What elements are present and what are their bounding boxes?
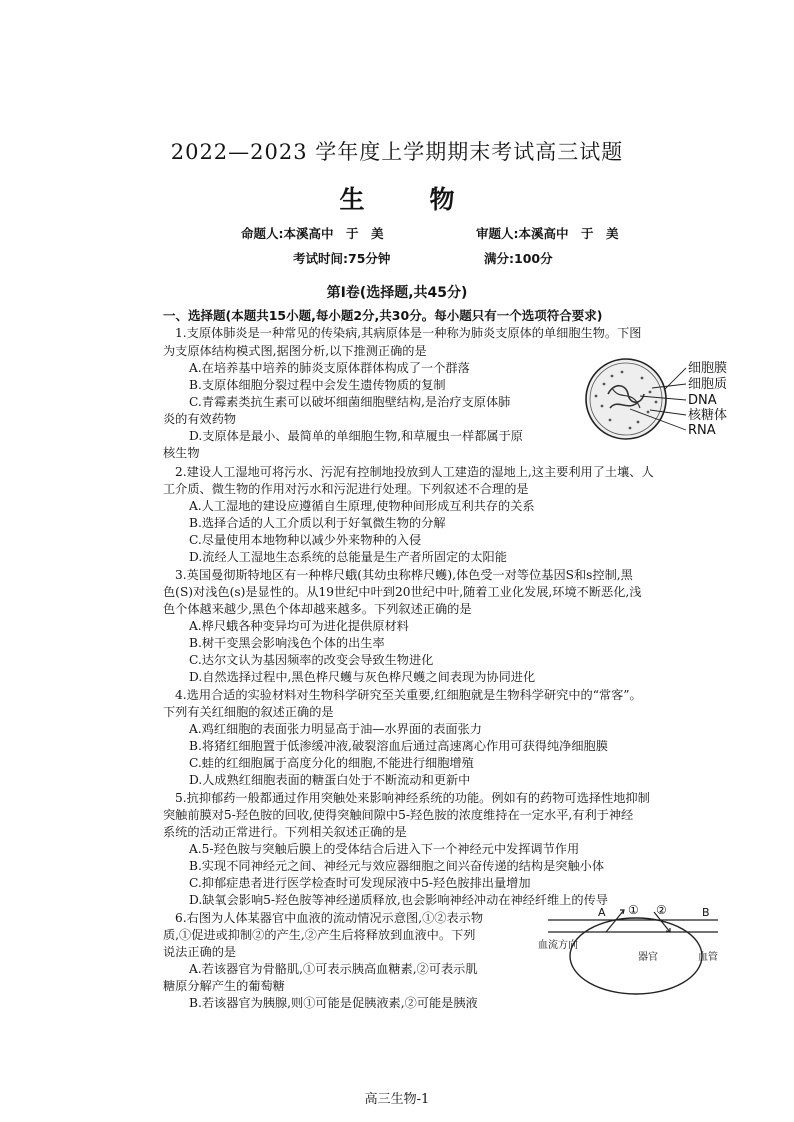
author-line: 命题人:本溪高中 于 美 [241, 226, 384, 241]
label-1: ① [628, 903, 639, 917]
reviewer-line: 审题人:本溪高中 于 美 [476, 226, 619, 241]
label-b: B [702, 906, 710, 919]
q5-stem-line3: 系统的活动正常进行。下列相关叙述正确的是 [163, 825, 407, 839]
q6-stem-line3: 说法正确的是 [163, 945, 237, 959]
q4-option-c: C.蛙的红细胞属于高度分化的细胞,不能进行细胞增殖 [189, 756, 474, 770]
subject-title [0, 180, 794, 216]
label-flow-direction: 血流方向 [538, 940, 578, 951]
q3-option-c: C.达尔文认为基因频率的改变会导致生物进化 [189, 653, 434, 667]
part-one-title: 第Ⅰ卷(选择题,共45分) [326, 285, 468, 301]
q5-option-a: A.5-羟色胺与突触后膜上的受体结合后进入下一个神经元中发挥调节作用 [189, 842, 580, 856]
q6-option-b: B.若该器官为胰腺,则①可能是促胰液素,②可能是胰液 [189, 996, 478, 1010]
q6-stem-line2: 质,①促进或抑制②的产生,②产生后将释放到血液中。下列 [163, 928, 476, 942]
q3-option-a: A.桦尺蛾各种变异均可为进化提供原材料 [189, 619, 409, 633]
exam-title: 2022—2023 学年度上学期期末考试高三试题 [170, 140, 624, 164]
exam-time: 考试时间:75分钟 [293, 251, 391, 266]
q2-option-d: D.流经人工湿地生态系统的总能量是生产者所固定的太阳能 [189, 550, 507, 564]
q3-option-d: D.自然选择过程中,黑色桦尺蠖与灰色桦尺蠖之间表现为协同进化 [189, 670, 536, 684]
q6-stem-line1: 6.右图为人体某器官中血液的流动情况示意图,①②表示物 [175, 911, 484, 925]
q4-option-b: B.将猪红细胞置于低渗缓冲液,破裂溶血后通过高速离心作用可获得纯净细胞膜 [189, 739, 608, 753]
q1-stem-line1: 1.支原体肺炎是一种常见的传染病,其病原体是一种称为肺炎支原体的单细胞生物。下图 [175, 326, 642, 340]
q1-option-b: B.支原体细胞分裂过程中会发生遗传物质的复制 [189, 378, 446, 392]
organ-bloodflow-diagram [536, 898, 726, 996]
q4-stem-line1: 4.选用合适的实验材料对生物科学研究至关重要,红细胞就是生物科学研究中的“常客”。 [175, 688, 642, 702]
q5-option-c: C.抑郁症患者进行医学检查时可发现尿液中5-羟色胺排出量增加 [189, 876, 531, 890]
label-2: ② [656, 903, 667, 917]
q4-option-d: D.人成熟红细胞表面的糖蛋白处于不断流动和更新中 [189, 773, 471, 787]
label-a: A [598, 906, 606, 919]
q5-stem-line2: 突触前膜对5-羟色胺的回收,使得突触间隙中5-羟色胺的浓度维持在一定水平,有利于神经 [163, 808, 634, 822]
q4-option-a: A.鸡红细胞的表面张力明显高于油—水界面的表面张力 [189, 722, 482, 736]
label-dna: DNA [688, 393, 717, 408]
section-heading: 一、选择题(本题共15小题,每小题2分,共30分。每小题只有一个选项符合要求) [163, 308, 603, 323]
label-cell-membrane: 细胞膜 [688, 361, 728, 376]
q5-option-b: B.实现不同神经元之间、神经元与效应器细胞之间兴奋传递的结构是突触小体 [189, 859, 605, 873]
q1-option-a: A.在培养基中培养的肺炎支原体群体构成了一个群落 [189, 361, 470, 375]
subject-char-1: 生 [339, 185, 365, 214]
q2-option-b: B.选择合适的人工介质以利于好氧微生物的分解 [189, 516, 446, 530]
page-footer: 高三生物-1 [364, 1092, 430, 1107]
label-organ: 器官 [638, 952, 658, 963]
q1-stem-line2: 为支原体结构模式图,据图分析,以下推测正确的是 [163, 344, 427, 358]
q2-stem-line1: 2.建设人工湿地可将污水、污泥有控制地投放到人工建造的湿地上,这主要利用了土壤、人 [175, 465, 654, 479]
q3-option-b: B.树干变黑会影响浅色个体的出生率 [189, 636, 385, 650]
q3-stem-line1: 3.英国曼彻斯特地区有一种桦尺蛾(其幼虫称桦尺蠖),体色受一对等位基因S和s控制,黑 [175, 568, 633, 582]
q5-stem-line1: 5.抗抑郁药一般都通过作用突触处来影响神经系统的功能。例如有的药物可选择性地抑制 [175, 791, 650, 805]
q1-option-d: D.支原体是最小、最简单的单细胞生物,和草履虫一样都属于原 [189, 429, 523, 443]
q4-stem-line2: 下列有关红细胞的叙述正确的是 [163, 705, 334, 719]
label-ribosome: 核糖体 [688, 408, 728, 423]
mycoplasma-diagram [582, 354, 762, 449]
label-cytoplasm: 细胞质 [688, 377, 728, 392]
label-rna: RNA [688, 423, 716, 438]
q2-option-a: A.人工湿地的建设应遵循自生原理,使物种间形成互利共存的关系 [189, 499, 535, 513]
q3-stem-line3: 色个体越来越少,黑色个体却越来越多。下列叙述正确的是 [163, 602, 472, 616]
label-vessel: 血管 [698, 952, 718, 963]
q6-option-a-cont: 糖原分解产生的葡萄糖 [163, 979, 285, 993]
q2-option-c: C.尽量使用本地物种以减少外来物种的入侵 [189, 533, 422, 547]
q2-stem-line2: 工介质、微生物的作用对污水和污泥进行处理。下列叙述不合理的是 [163, 482, 529, 496]
q1-option-c: C.青霉素类抗生素可以破坏细菌细胞壁结构,是治疗支原体肺 [189, 395, 511, 409]
q6-option-a: A.若该器官为骨骼肌,①可表示胰高血糖素,②可表示肌 [189, 962, 478, 976]
subject-char-2: 物 [429, 185, 455, 214]
q3-stem-line2: 色(S)对浅色(s)是显性的。从19世纪中叶到20世纪中叶,随着工业化发展,环境不断恶化,浅 [163, 585, 642, 599]
q5-option-d: D.缺氧会影响5-羟色胺等神经递质释放,也会影响神经冲动在神经纤维上的传导 [189, 893, 608, 907]
q1-option-d-cont: 核生物 [163, 446, 200, 460]
q1-option-c-cont: 炎的有效药物 [163, 412, 237, 426]
full-score: 满分:100分 [484, 251, 553, 266]
